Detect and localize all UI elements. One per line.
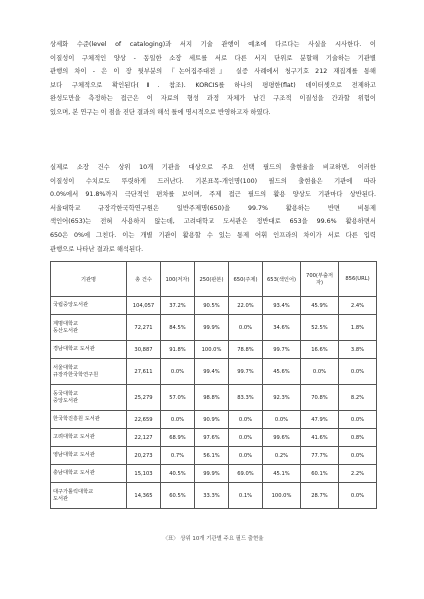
value-cell: 0.1% [229,483,263,509]
value-cell: 77.7% [301,447,339,465]
column-header: 700(부출저자) [301,262,339,297]
value-cell: 98.8% [195,385,229,411]
text-line: 이질성이 구체적인 양상 - 동일한 소장 세트를 서로 다른 서지 단위로 분할해 기술하는 기관별 [50,54,376,62]
value-cell: 0.0% [161,359,195,385]
value-cell: 0.0% [263,411,301,429]
text-line: 상세화 수준(level of cataloging)과 서지 기술 관행이 예초에 다르다는 사실을 시사한다. 이 [50,41,376,48]
column-header: 650(주제) [229,262,263,297]
field-coverage-table [50,261,377,509]
institution-cell [51,315,127,341]
value-cell: 78.8% [229,341,263,359]
value-cell: 90.5% [195,297,229,315]
text-line: 이질성이 수치로도 뚜렷하게 드러난다. 기본표목-개인명(100) 필드의 출현율은 기관에 따라 [50,177,376,185]
value-cell: 70.8% [301,385,339,411]
value-cell: 83.3% [229,385,263,411]
column-header: 653(색인어) [263,262,301,297]
value-cell: 0.0% [339,411,377,429]
value-cell: 0.8% [339,429,377,447]
value-cell: 0.0% [339,483,377,509]
value-cell: 56.1% [195,447,229,465]
value-cell: 0.0% [339,447,377,465]
value-cell: 22.0% [229,297,263,315]
value-cell: 33.3% [195,483,229,509]
institution-name-line: 영남대학교 도서관 [53,452,95,458]
value-cell: 2.2% [339,465,377,483]
value-cell: 25,279 [127,385,161,411]
table-row [51,429,377,447]
institution-name-line: 중앙도서관 [53,397,79,404]
paragraph-1 [50,38,376,120]
institution-cell [51,447,127,465]
value-cell: 92.3% [263,385,301,411]
value-cell: 14,365 [127,483,161,509]
institution-name-line: 규장각한국학연구원 [53,371,99,378]
value-cell: 16.6% [301,341,339,359]
value-cell: 45.1% [263,465,301,483]
value-cell: 72,271 [127,315,161,341]
institution-name-line: 동국대학교 [53,390,79,397]
institution-name-line: 고려대학교 도서관 [53,434,95,440]
table-row [51,359,377,385]
value-cell: 104,057 [127,297,161,315]
value-cell: 0.2% [263,447,301,465]
value-cell: 0.0% [229,447,263,465]
text-line: 보다 구체적으로 확인된다(Ⅱ. 참조). KORCIS를 하나의 평평한(flat) 데이터셋으로 전제하고 [50,81,376,89]
institution-cell [51,385,127,411]
value-cell: 40.5% [161,465,195,483]
table-row [51,315,377,341]
institution-name-line: 동산도서관 [53,327,79,334]
table-row [51,341,377,359]
value-cell: 84.5% [161,315,195,341]
value-cell: 0.0% [229,411,263,429]
table-body [51,297,377,509]
value-cell: 34.6% [263,315,301,341]
table-row [51,465,377,483]
value-cell: 1.8% [339,315,377,341]
value-cell: 52.5% [301,315,339,341]
value-cell: 45.6% [263,359,301,385]
institution-name-line: 서울대학교 [53,364,79,371]
text-line: 실제로 소장 건수 상위 10개 기관을 대상으로 주요 선택 필드의 출현율을 비교하면, 이러한 [50,164,376,171]
text-line: 0.0%에서 91.8%까지 극단적인 편차를 보이며, 주제 접근 필드의 활용 양상도 기관마다 상반된다. [50,191,376,199]
value-cell: 8.2% [339,385,377,411]
institution-cell [51,359,127,385]
value-cell: 68.9% [161,429,195,447]
value-cell: 60.5% [161,483,195,509]
value-cell: 99.4% [195,359,229,385]
column-header: 기관명 [51,262,127,297]
value-cell: 99.7% [229,359,263,385]
value-cell: 90.9% [195,411,229,429]
table-row [51,385,377,411]
text-line: 관행의 차이 - 은 이 장 뒷부분의 『논어집주대전』 실증 사례에서 청구기호 212 재집계를 통해 [50,68,376,76]
value-cell: 15,103 [127,465,161,483]
text-line: 완성도만을 측정하는 접근은 이 자료의 형성 과정 자체가 남긴 구조적 이질성을 간과할 위험이 [50,95,376,103]
value-cell: 0.0% [229,315,263,341]
value-cell: 22,659 [127,411,161,429]
text-line: 관행으로 나타난 결과로 해석된다. [50,245,144,253]
column-header: 856(URL) [339,262,377,297]
value-cell: 0.0% [229,429,263,447]
institution-name-line: 대구가톨릭대학교 [53,488,94,495]
table-row [51,483,377,509]
institution-name-line: 한국학진흥원 도서관 [53,416,100,422]
value-cell: 0.7% [161,447,195,465]
value-cell: 37.2% [161,297,195,315]
value-cell: 100.0% [195,341,229,359]
institution-cell [51,341,127,359]
value-cell: 69.0% [229,465,263,483]
value-cell: 2.4% [339,297,377,315]
value-cell: 97.6% [195,429,229,447]
institution-cell [51,483,127,509]
value-cell: 28.7% [301,483,339,509]
table-caption: 〈표〉 상위 10개 기관별 주요 필드 출현율 [162,536,264,542]
value-cell: 41.6% [301,429,339,447]
value-cell: 99.6% [263,429,301,447]
text-line: 있으며, 본 연구는 이 점을 진단 결과의 해석 틀에 명시적으로 반영하고자 하였다. [50,108,271,116]
value-cell: 0.0% [301,359,339,385]
table-header-row [51,262,377,297]
institution-name-line: 충남대학교 도서관 [53,470,95,476]
value-cell: 45.9% [301,297,339,315]
value-cell: 99.9% [195,465,229,483]
institution-cell [51,429,127,447]
value-cell: 0.0% [161,411,195,429]
value-cell: 99.9% [195,315,229,341]
paragraph-2 [50,161,376,256]
value-cell: 0.0% [339,359,377,385]
value-cell: 99.7% [263,341,301,359]
text-line: 650은 0%에 그친다. 이는 개별 기관이 활용할 수 있는 통제 어휘 인프라의 차이가 서로 다른 입력 [50,231,376,239]
institution-cell [51,465,127,483]
institution-cell [51,297,127,315]
value-cell: 30,887 [127,341,161,359]
value-cell: 60.1% [301,465,339,483]
value-cell: 100.0% [263,483,301,509]
column-header: 100(저자) [161,262,195,297]
table-row [51,447,377,465]
value-cell: 91.8% [161,341,195,359]
value-cell: 47.9% [301,411,339,429]
column-header: 250(판본) [195,262,229,297]
text-line: 서울대학교 규장각한국학연구원은 일반주제명(650)을 99.7% 활용하는 반면 비통제 [50,204,376,212]
institution-cell [51,411,127,429]
value-cell: 93.4% [263,297,301,315]
institution-name-line: 경남대학교 도서관 [53,346,95,352]
value-cell: 20,273 [127,447,161,465]
table-row [51,411,377,429]
institution-name-line: 도서관 [53,495,69,502]
institution-name-line: 국립중앙도서관 [53,302,89,308]
value-cell: 57.0% [161,385,195,411]
text-line: 색인어(653)는 전혀 사용하지 않는데, 고려대학교 도서관은 정반대로 653을 99.6% 활용하면서 [50,218,376,226]
value-cell: 22,127 [127,429,161,447]
value-cell: 3.8% [339,341,377,359]
column-header: 총 건수 [127,262,161,297]
value-cell: 27,611 [127,359,161,385]
institution-name-line: 계명대학교 [53,320,79,327]
table-row [51,297,377,315]
